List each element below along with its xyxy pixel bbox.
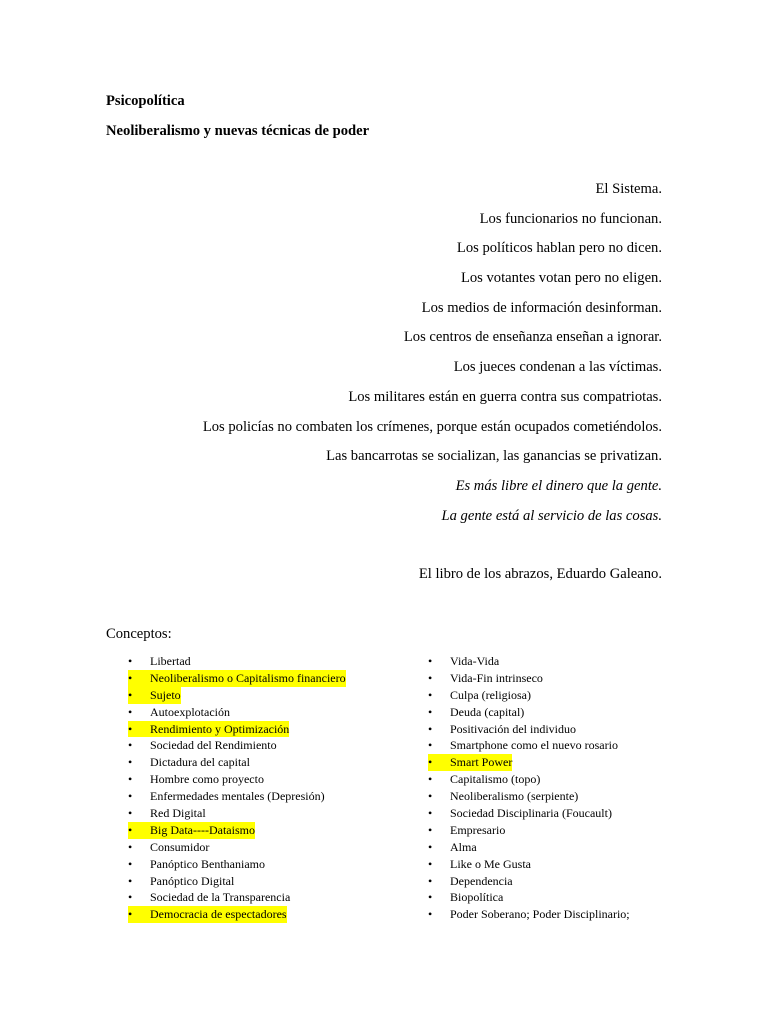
poem-line: Los medios de información desinforman.	[421, 299, 662, 316]
concept-text: Deuda (capital)	[450, 704, 525, 719]
bullet-icon: •	[128, 687, 133, 702]
concept-text: Consumidor	[150, 839, 210, 854]
concept	[428, 671, 543, 685]
concept-item	[428, 873, 630, 890]
bullet-icon: •	[128, 772, 133, 787]
concept-item	[128, 822, 346, 839]
bullet-icon: •	[128, 721, 133, 736]
bullet-icon: •	[128, 822, 133, 837]
bullet-icon: •	[128, 738, 133, 753]
concept-text: Enfermedades mentales (Depresión)	[150, 789, 325, 804]
concept-item	[428, 856, 630, 873]
concept	[128, 890, 290, 904]
concept	[428, 654, 499, 668]
bullet-icon: •	[428, 654, 433, 668]
concept-text: Poder Soberano; Poder Disciplinario;	[450, 907, 630, 922]
bullet-icon: •	[428, 687, 433, 702]
bullet-icon: •	[128, 806, 133, 821]
bullet-icon: •	[428, 806, 433, 821]
concept	[428, 722, 576, 736]
bullet-icon: •	[428, 789, 433, 804]
concept-text: Dependencia	[450, 873, 513, 888]
concept	[428, 840, 477, 854]
concept-text: Neoliberalismo (serpiente)	[450, 789, 579, 804]
document-title: Psicopolítica	[106, 93, 185, 109]
concept-text: Sociedad del Rendimiento	[150, 738, 277, 753]
concept	[428, 789, 578, 803]
concept-item	[428, 653, 630, 670]
concept	[128, 789, 325, 803]
document-subtitle: Neoliberalismo y nuevas técnicas de poder	[106, 123, 370, 139]
bullet-icon: •	[428, 755, 433, 770]
concept-item	[128, 906, 346, 923]
concept-text: Capitalismo (topo)	[450, 772, 541, 787]
concept	[128, 806, 206, 820]
concept-item	[128, 670, 346, 687]
highlighted-concept	[128, 721, 289, 738]
concept	[428, 772, 540, 786]
bullet-icon: •	[128, 856, 133, 871]
concept-text: Panóptico Digital	[150, 873, 235, 888]
concept	[428, 738, 618, 752]
concept-item	[428, 889, 630, 906]
concept-item	[428, 721, 630, 738]
concept	[428, 806, 612, 820]
concept-item	[428, 839, 630, 856]
concept-item	[128, 856, 346, 873]
bullet-icon: •	[128, 670, 133, 685]
concept-item	[428, 906, 630, 923]
concept	[128, 755, 250, 769]
concept-item	[128, 704, 346, 721]
concept-item	[128, 805, 346, 822]
highlighted-concept	[128, 906, 287, 923]
concept-item	[128, 788, 346, 805]
concept-text: Biopolítica	[450, 890, 504, 905]
bullet-icon: •	[128, 789, 133, 804]
poem-line: Los políticos hablan pero no dicen.	[456, 240, 662, 257]
concept-text: Panóptico Benthaniamo	[150, 856, 265, 871]
concept-item	[428, 754, 630, 771]
concept-text: Sociedad Disciplinaria (Foucault)	[450, 806, 612, 821]
highlighted-concept	[128, 822, 255, 839]
bullet-icon: •	[428, 907, 433, 922]
concept	[128, 738, 277, 752]
concept-item	[128, 839, 346, 856]
bullet-icon: •	[428, 873, 433, 888]
concept-text: Rendimiento y Optimización	[150, 721, 290, 736]
poem-line: Los centros de enseñanza enseñan a ignorar.	[403, 329, 662, 346]
concept-item	[428, 805, 630, 822]
concept-item	[428, 737, 630, 754]
bullet-icon: •	[428, 839, 433, 854]
poem-line: Los militares están en guerra contra sus compatriotas.	[348, 388, 662, 405]
bullet-icon: •	[428, 670, 433, 685]
concept	[428, 907, 630, 921]
bullet-icon: •	[128, 755, 133, 770]
concept-item	[128, 771, 346, 788]
concept	[128, 705, 230, 719]
concept	[128, 654, 191, 668]
concept-item	[428, 687, 630, 704]
concept-text: Vida-Fin intrinseco	[450, 670, 543, 685]
bullet-icon: •	[428, 721, 433, 736]
bullet-icon: •	[128, 873, 133, 888]
concept	[428, 857, 531, 871]
concept-item	[128, 737, 346, 754]
poem-block	[203, 180, 662, 536]
concept-item	[428, 670, 630, 687]
concept-item	[128, 687, 346, 704]
bullet-icon: •	[128, 654, 133, 668]
concept-item	[428, 771, 630, 788]
concept	[128, 857, 265, 871]
bullet-icon: •	[428, 738, 433, 753]
bullet-icon: •	[128, 907, 133, 922]
concept-text: Empresario	[450, 822, 506, 837]
concept-text: Hombre como proyecto	[150, 772, 264, 787]
concept-text: Vida-Vida	[450, 654, 500, 668]
bullet-icon: •	[428, 822, 433, 837]
poem-line: La gente está al servicio de las cosas.	[441, 507, 662, 524]
poem-line: Es más libre el dinero que la gente.	[455, 477, 662, 494]
concept-item	[128, 754, 346, 771]
concept-item	[428, 704, 630, 721]
concept-text: Smartphone como el nuevo rosario	[450, 738, 618, 753]
concept	[128, 874, 234, 888]
concept-text: Sujeto	[150, 687, 181, 702]
bullet-icon: •	[428, 772, 433, 787]
poem-line: El Sistema.	[595, 181, 662, 197]
poem-line: Los jueces condenan a las víctimas.	[453, 359, 662, 376]
concept-text: Alma	[450, 839, 477, 854]
concept-text: Like o Me Gusta	[450, 856, 531, 871]
concept	[428, 823, 505, 837]
concept-text: Red Digital	[150, 806, 206, 821]
highlighted-concept	[128, 687, 181, 704]
concept	[128, 840, 209, 854]
concepts-list-right	[428, 653, 630, 923]
concept	[428, 874, 513, 888]
concept	[128, 772, 264, 786]
concept-item	[128, 889, 346, 906]
bullet-icon: •	[128, 839, 133, 854]
bullet-icon: •	[428, 704, 433, 719]
concept-text: Culpa (religiosa)	[450, 687, 531, 702]
poem-line: Los policías no combaten los crímenes, porque están ocupados cometiéndolos.	[202, 418, 662, 435]
concept-text: Dictadura del capital	[150, 755, 250, 770]
bullet-icon: •	[128, 704, 133, 719]
concept-text: Sociedad de la Transparencia	[150, 890, 291, 905]
concept-item	[128, 873, 346, 890]
concept-text: Democracia de espectadores	[150, 907, 287, 922]
concept-text: Smart Power	[450, 755, 513, 770]
bullet-icon: •	[428, 890, 433, 905]
concept-text: Libertad	[150, 654, 191, 668]
concept	[428, 890, 503, 904]
concepts-list-left	[128, 653, 346, 923]
concept-text: Neoliberalismo o Capitalismo financiero	[150, 670, 346, 685]
concept-item	[428, 788, 630, 805]
poem-source: El libro de los abrazos, Eduardo Galeano.	[418, 566, 662, 582]
concept	[428, 705, 524, 719]
bullet-icon: •	[428, 856, 433, 871]
concept-text: Big Data----Dataismo	[150, 822, 255, 837]
poem-line: Los funcionarios no funcionan.	[479, 210, 662, 227]
concept-item	[428, 822, 630, 839]
poem-line: Las bancarrotas se socializan, las ganancias se privatizan.	[326, 448, 662, 465]
concept-text: Autoexplotación	[150, 704, 230, 719]
concept-item	[128, 721, 346, 738]
concept	[428, 688, 531, 702]
highlighted-concept	[428, 754, 512, 771]
concepts-label: Conceptos:	[106, 626, 172, 642]
concept-item	[128, 653, 346, 670]
poem-line: Los votantes votan pero no eligen.	[460, 270, 662, 287]
concept-text: Positivación del individuo	[450, 721, 576, 736]
highlighted-concept	[128, 670, 346, 687]
bullet-icon: •	[128, 890, 133, 905]
